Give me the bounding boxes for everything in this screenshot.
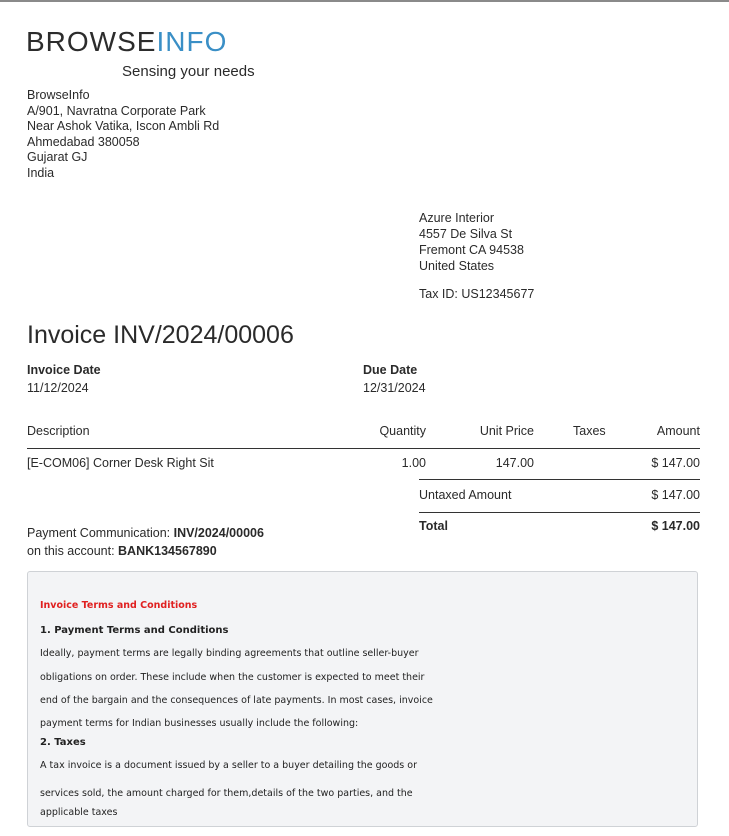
partner-address-line: 4557 De Silva St [419,227,513,241]
partner-tax-id: Tax ID: US12345677 [419,287,535,301]
table-row [27,456,700,476]
invoice-lines-header [27,424,700,449]
company-address-line: Near Ashok Vatika, Iscon Ambli Rd [27,119,220,133]
total-row [419,511,700,541]
company-name: BrowseInfo [27,88,90,102]
untaxed-amount-value: $ 147.00 [651,488,700,502]
payment-account-value: BANK134567890 [118,544,217,558]
terms-paragraph-line: end of the bargain and the consequences of late payments. In most cases, invoice [40,695,433,706]
company-address-line: Ahmedabad 380058 [27,134,140,149]
invoice-date-block [27,363,101,395]
partner-address [419,210,524,274]
untaxed-amount-label: Untaxed Amount [419,488,512,502]
payment-account-label: on this account: [27,544,119,558]
terms-title: Invoice Terms and Conditions [40,600,198,611]
top-border [0,0,729,2]
total-label: Total [419,519,448,533]
company-address [27,88,219,181]
due-date-block [363,363,426,395]
header-quantity: Quantity [379,424,426,438]
terms-paragraph-line: A tax invoice is a document issued by a seller to a buyer detailing the goods or [40,760,417,771]
company-address-line: A/901, Navratna Corporate Park [27,103,206,118]
terms-paragraph-line: Ideally, payment terms are legally binding agreements that outline seller-buyer [40,648,419,659]
payment-communication-value: INV/2024/00006 [173,526,264,540]
company-address-line: India [27,165,55,180]
header-amount: Amount [656,424,700,438]
line-quantity: 1.00 [401,456,426,470]
terms-and-conditions-box [27,571,698,827]
header-unit-price: Unit Price [479,424,534,438]
invoice-date-label: Invoice Date [27,363,101,377]
terms-section-heading: 1. Payment Terms and Conditions [40,625,229,636]
terms-section-heading: 2. Taxes [40,737,86,748]
invoice-title: Invoice INV/2024/00006 [27,321,294,349]
due-date-value: 12/31/2024 [363,381,426,395]
logo-word-info: INFO [156,26,228,57]
payment-account [27,542,264,560]
company-address-line: Gujarat GJ [27,150,88,164]
logo-word-browse: BROWSE [26,26,157,57]
header-taxes: Taxes [573,424,606,438]
line-unit-price: 147.00 [495,456,534,470]
partner-address-line: Fremont CA 94538 [419,243,524,257]
header-description: Description [27,424,90,438]
payment-info [27,524,264,560]
terms-paragraph-line: services sold, the amount charged for them,details of the two parties, and the [40,788,413,799]
line-amount: $ 147.00 [651,456,700,470]
due-date-label: Due Date [363,363,418,377]
payment-communication [27,524,264,542]
terms-paragraph-line: applicable taxes [40,807,118,818]
untaxed-amount-row [419,479,700,513]
terms-paragraph-line: payment terms for Indian businesses usually include the following: [40,718,359,729]
payment-communication-label: Payment Communication: [27,526,174,540]
logo-wordmark [26,26,227,58]
terms-paragraph-line: obligations on order. These include when the customer is expected to meet their [40,672,425,683]
partner-name: Azure Interior [419,211,495,225]
partner-address-line: United States [419,259,495,273]
company-logo [26,26,266,86]
line-description: [E-COM06] Corner Desk Right Sit [27,456,214,470]
invoice-date-value: 11/12/2024 [27,381,89,395]
total-value: $ 147.00 [651,519,700,533]
logo-tagline: Sensing your needs [122,63,255,80]
